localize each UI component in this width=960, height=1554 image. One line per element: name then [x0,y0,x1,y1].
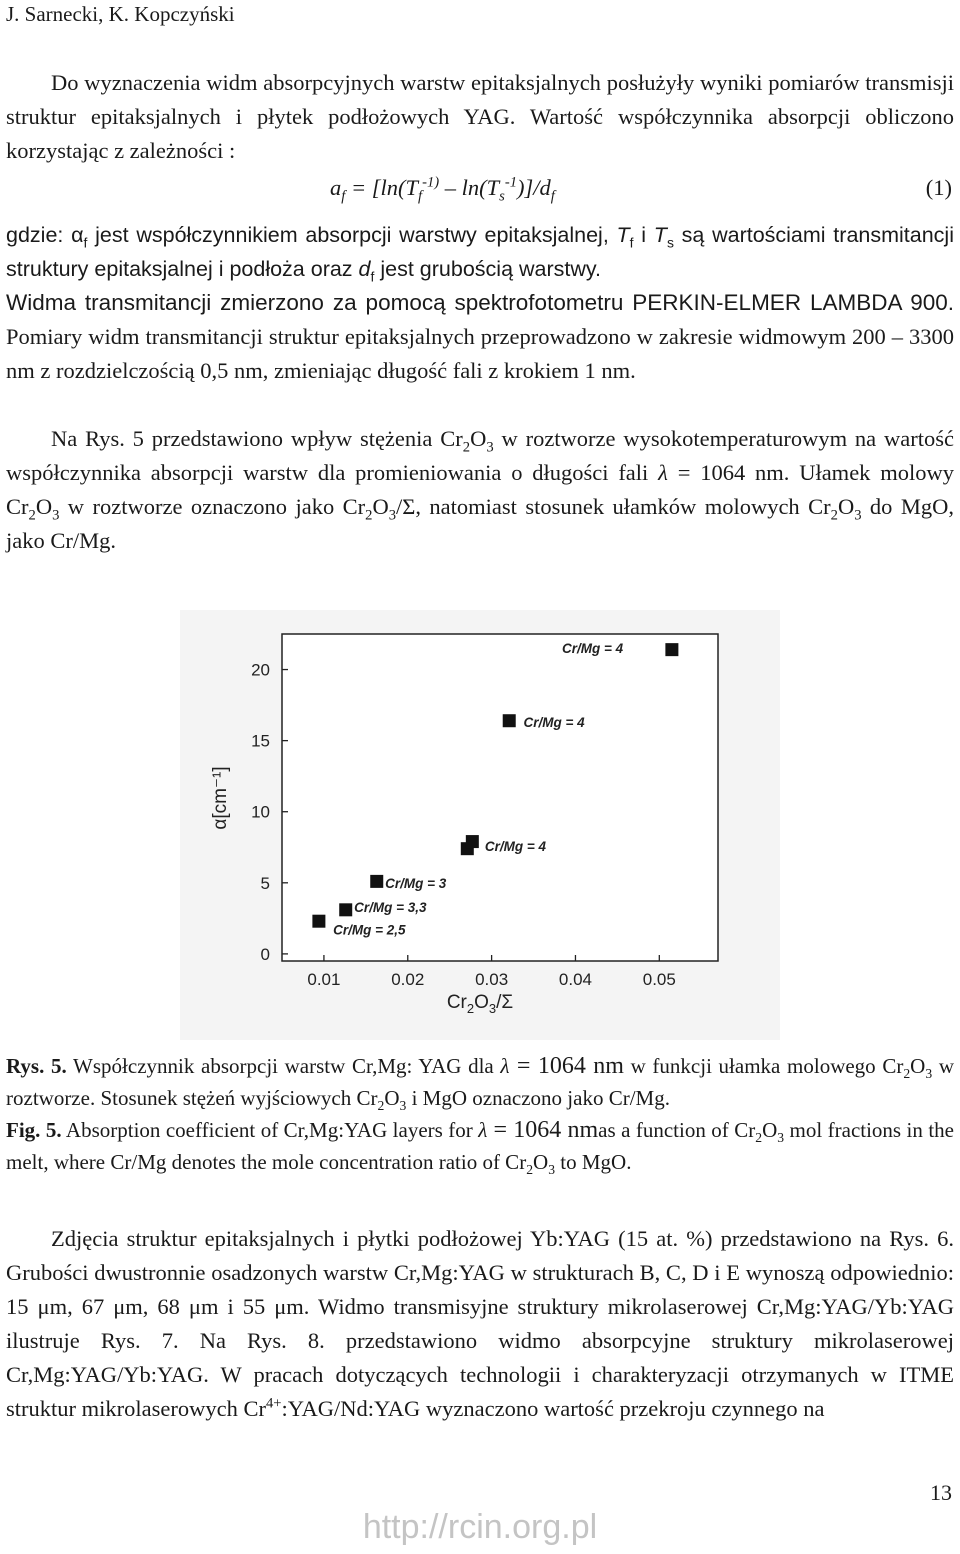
data-point-marker [665,643,678,656]
x-tick-label: 0.01 [307,970,341,989]
x-tick-label: 0.04 [558,970,593,989]
equation-number: (1) [925,175,952,200]
y-tick-label: 15 [251,731,270,751]
point-annotation-label: Cr/Mg = 4 [484,838,547,854]
y-tick-label: 0 [260,944,270,964]
data-point-marker [339,903,352,916]
y-axis-label: α[cm⁻¹] [210,766,231,830]
paragraph-figure-intro: Na Rys. 5 przedstawiono wpływ stężenia $Cr_2O_3$ w roztworze wysokotemperaturowym na wartość współczynnika absorpcji warstw dla promieniowania o długości fali λ = 1064 nm. Ułamek molowy $Cr_2O_3$ w roztworze oznaczono jako $Cr_2O_3/\Sigma$, natomiast stosunek ułamków molowych $Cr_2O_3$ do MgO, jako Cr/Mg. [6,426,954,553]
y-tick-label: 5 [260,873,270,893]
absorption-scatter-chart [180,610,780,1040]
paragraph-intro: Do wyznaczenia widm absorpcyjnych warstw epitaksjalnych posłużyły wyniki pomiarów transmisji struktur epitaksjalnych i płytek podłożowych YAG. Wartość współczynnika absorpcji obliczono korzystając z zależności : [6,70,954,163]
running-header: J. Sarnecki, K. Kopczyński [6,2,235,26]
caption-english: Fig. 5. Absorption coefficient of Cr,Mg:YAG layers for λ = 1064 nmas a function of $Cr_2O_3$ mol fractions in the melt, where Cr/Mg denotes the mole concentration ratio of $Cr_2O_3$ to MgO. [6,1117,954,1178]
point-annotation-label: Cr/Mg = 4 [562,641,624,657]
footer-url-watermark: http://rcin.org.pl [362,1508,598,1546]
point-annotation-label: Cr/Mg = 4 [523,715,585,731]
paragraph-structures: Zdjęcia struktur epitaksjalnych i płytki podłożowej Yb:YAG (15 at. %) przedstawiono na Rys. 6. Grubości dwustronnie osadzonych warstw Cr,Mg:YAG w strukturach B, C, D i E wynoszą odpowiednio: 15 μm, 67 μm, 68 μm i 55 μm. Widmo transmisyjne struktury mikrolaserowej Cr,Mg:YAG/Yb:YAG ilustruje Rys. 7. Na Rys. 8. przedstawiono widmo absorpcyjne struktury mikrolaserowej Cr,Mg:YAG/Yb:YAG. W pracach dotyczących technologii i charakteryzacji otrzymanych w ITME struktur mikrolaserowych $Cr^{4+}:YAG/Nd:YAG$ wyznaczono wartość przekroju czynnego na [6,1226,954,1421]
data-point-marker [312,915,325,928]
figure-caption [6,1050,954,1178]
data-point-marker [370,875,383,888]
point-annotation-label: Cr/Mg = 2,5 [333,922,406,938]
y-tick-label: 20 [251,660,270,680]
data-point-marker [466,835,479,848]
x-tick-label: 0.03 [475,970,509,989]
equation-1 [0,175,960,211]
paragraph-measurement: Widma transmitancji zmierzono za pomocą spektrofotometru PERKIN-ELMER LAMBDA 900. Pomiary widm transmitancji struktur epitaksjalnych przeprowadzono w zakresie widmowym 200 – 3300 nm z rozdzielczością 0,5 nm, zmieniając długość fali z krokiem 1 nm. [6,290,954,383]
page-number: 13 [930,1480,952,1505]
y-tick-label: 10 [251,802,270,822]
paragraph-where: gdzie: $\alpha_f$ jest współczynnikiem absorpcji warstwy epitaksjalnej, $T_f$ i $T_s$ są wartościami transmitancji struktury epitaksjalnej i podłoża oraz $d_f$ jest grubością warstwy. [6,223,954,285]
x-tick-label: 0.02 [391,970,425,989]
x-axis-label: $Cr_2O_3/\Sigma$ [446,992,514,1016]
caption-polish: Rys. 5. Współczynnik absorpcji warstw Cr,Mg: YAG dla λ = 1064 nm w funkcji ułamka molowego $Cr_2O_3$ w roztworze. Stosunek stężeń wyjściowych $Cr_2O_3$ i MgO oznaczono jako Cr/Mg. [6,1053,954,1114]
x-tick-label: 0.05 [642,970,676,989]
data-point-marker [503,714,516,727]
equation-expression: $a_f = [\ln(T_f^{-1)} - \ln(T_s^{-1})]/d_f$ [330,174,555,205]
point-annotation-label: Cr/Mg = 3 [385,875,447,891]
point-annotation-label: Cr/Mg = 3,3 [354,899,427,915]
